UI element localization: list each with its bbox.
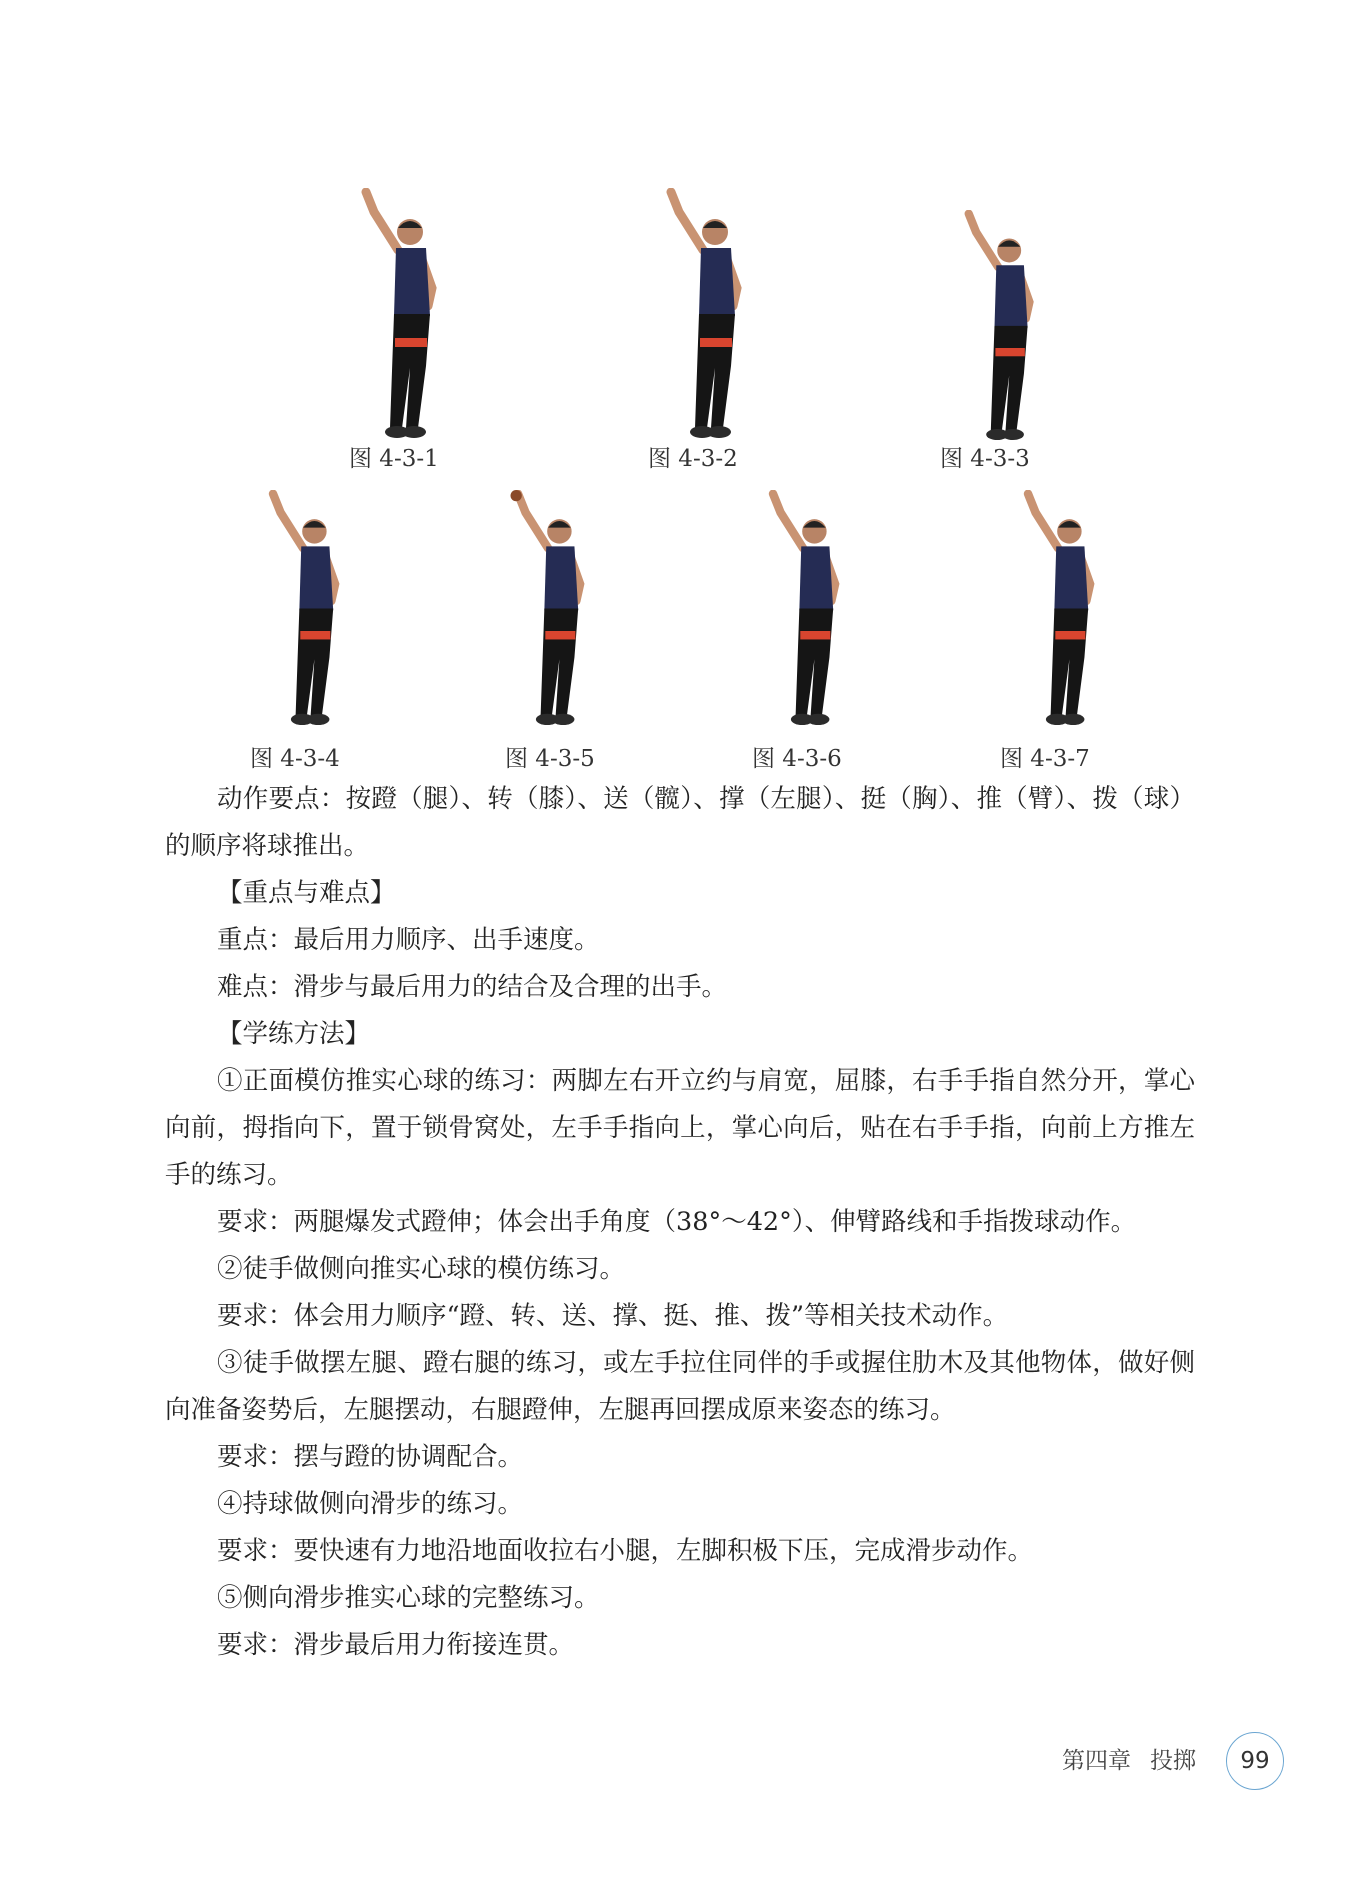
figure-caption: 图 4-3-6 <box>752 746 842 772</box>
figure-4-3-6-photo <box>745 490 865 725</box>
practice-requirement-2: 要求：体会用力顺序“蹬、转、送、撑、挺、推、拨”等相关技术动作。 <box>217 1301 1009 1331</box>
practice-item-4: ④持球做侧向滑步的练习。 <box>217 1489 524 1519</box>
practice-item-5: ⑤侧向滑步推实心球的完整练习。 <box>217 1583 600 1613</box>
figure-4-3-1-photo <box>340 188 460 438</box>
practice-requirement-5: 要求：滑步最后用力衔接连贯。 <box>217 1630 575 1660</box>
medicine-ball-icon <box>511 490 522 501</box>
key-difficult-heading: 【重点与难点】 <box>217 878 396 908</box>
figure-4-3-7-photo <box>985 490 1135 725</box>
practice-item-3: ③徒手做摆左腿、蹬右腿的练习，或左手拉住同伴的手或握住肋木及其他物体，做好侧向准备姿势后，左腿摆动，右腿蹬伸，左腿再回摆成原来姿态的练习。 <box>165 1348 1195 1425</box>
figure-caption: 图 4-3-2 <box>648 446 738 472</box>
figure-caption: 图 4-3-3 <box>940 446 1030 472</box>
practice-item-1: ①正面模仿推实心球的练习：两脚左右开立约与肩宽，屈膝，右手手指自然分开，掌心向前，拇指向下，置于锁骨窝处，左手手指向上，掌心向后，贴在右手手指，向前上方推左手的练习。 <box>165 1066 1195 1190</box>
body-text <box>165 776 1195 1669</box>
figure-4-3-2-photo <box>640 188 760 438</box>
difficult-point-line: 难点：滑步与最后用力的结合及合理的出手。 <box>217 972 728 1002</box>
practice-requirement-4: 要求：要快速有力地沿地面收拉右小腿，左脚积极下压，完成滑步动作。 <box>217 1536 1034 1566</box>
figure-caption: 图 4-3-7 <box>1000 746 1090 772</box>
page-number-badge <box>1226 1732 1284 1790</box>
practice-requirement-1: 要求：两腿爆发式蹬伸；体会出手角度（38°～42°）、伸臂路线和手指拨球动作。 <box>217 1207 1137 1237</box>
page-number: 99 <box>1240 1748 1270 1774</box>
practice-heading: 【学练方法】 <box>217 1019 371 1049</box>
practice-requirement-3: 要求：摆与蹬的协调配合。 <box>217 1442 524 1472</box>
figure-4-3-4-photo <box>240 490 370 725</box>
key-points-paragraph: 动作要点：按蹬（腿）、转（膝）、送（髋）、撑（左腿）、挺（胸）、推（臂）、拨（球）的顺序将球推出。 <box>165 784 1195 861</box>
figure-caption: 图 4-3-1 <box>349 446 439 472</box>
practice-item-2: ②徒手做侧向推实心球的模仿练习。 <box>217 1254 626 1284</box>
key-point-line: 重点：最后用力顺序、出手速度。 <box>217 925 600 955</box>
footer-chapter: 第四章 <box>1062 1748 1131 1774</box>
figure-4-3-5-photo <box>490 490 610 725</box>
figure-caption: 图 4-3-5 <box>505 746 595 772</box>
figure-4-3-3-photo <box>940 210 1060 440</box>
footer-chapter-title: 投掷 <box>1150 1748 1196 1774</box>
figure-caption: 图 4-3-4 <box>250 746 340 772</box>
